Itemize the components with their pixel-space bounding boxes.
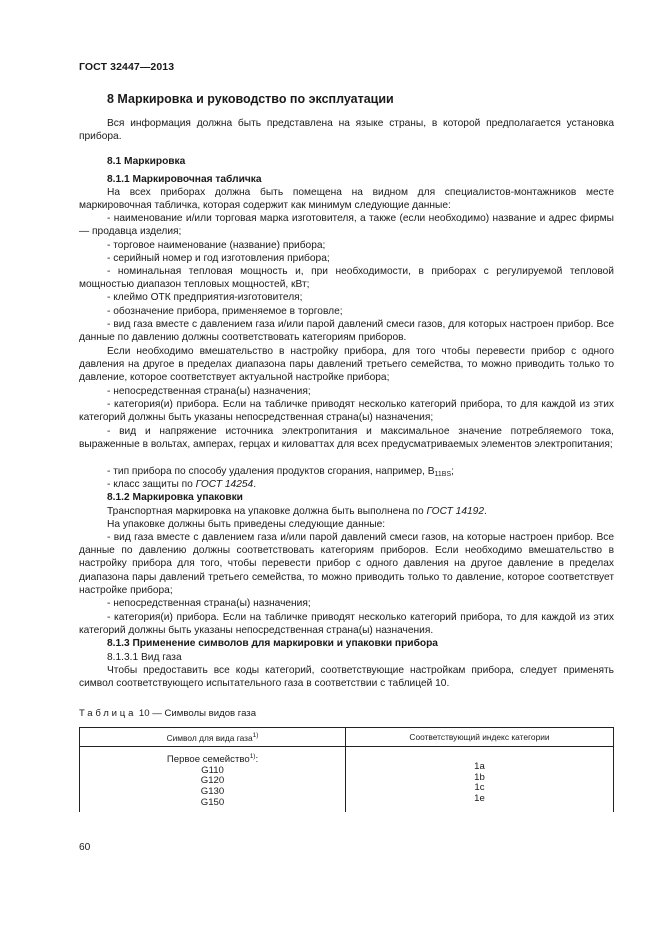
- list-item: - наименование и/или торговая марка изготовителя, а также (если необходимо) название и адрес фирмы — продавца изделия;: [79, 213, 614, 238]
- section-title: 8 Маркировка и руководство по эксплуатации: [107, 92, 394, 106]
- category-index: 1e: [474, 792, 485, 804]
- list-item: - номинальная тепловая мощность и, при необходимости, в приборах с регулируемой тепловой мощностью диапазон тепловых мощностей, кВт;: [79, 266, 614, 291]
- gas-symbols-table: [79, 727, 614, 812]
- list-item-protection-class: [79, 478, 614, 491]
- family-label: [167, 752, 258, 766]
- subscript: 11BS: [434, 471, 452, 478]
- table-caption-label: Таблица: [79, 708, 137, 719]
- list-item: - вид и напряжение источника электропитания и максимальное значение потребляемого тока, выраженные в вольтах, амперах, герцах и киловаттах для всех предусматриваемых элементов электропитания;: [79, 426, 614, 451]
- paragraph: Если необходимо вмешательство в настройку прибора, для того чтобы перевести прибор с одного давления на другое в пределах диапазона пары давлений третьего семейства, то можно приводить только то давление, которое соответствует актуальной настройке прибора;: [79, 346, 614, 384]
- subsection-8-1-3-1-title: 8.1.3.1 Вид газа: [107, 652, 182, 663]
- subsection-8-1-title: 8.1 Маркировка: [107, 156, 186, 167]
- page-number: 60: [79, 842, 91, 853]
- list-item: - вид газа вместе с давлением газа и/или парой давлений смеси газов, для которых настроен прибор. Все данные по давлению должны соответствовать категориям приборов.: [79, 319, 614, 344]
- gas-symbol: G110: [201, 764, 224, 776]
- list-item: - категория(и) прибора. Если на табличке приводят несколько категорий прибора, то для каждой из этих категорий должны быть указаны непосредственная страна(ы) назначения.: [79, 612, 614, 637]
- text: .: [483, 506, 487, 517]
- text: - класс защиты по: [107, 479, 196, 490]
- list-item: - обозначение прибора, применяемое в торговле;: [107, 306, 343, 317]
- paragraph: [79, 505, 614, 518]
- column-header-category-index: Соответствующий индекс категории: [346, 728, 614, 747]
- list-item: - вид газа вместе с давлением газа и/или парой давлений смеси газов, на которые настроен прибор. Все данные по давлению должны соответствовать категориям приборов. Если необходимо вмешательство в настройку прибора для того, чтобы перевести прибор с одного давления на другое давление в пределах диапазона пары давлений третьего семейства, то можно приводить только то давление, которое соответствует настройке прибора;: [79, 532, 614, 596]
- list-item: - категория(и) прибора. Если на табличке приводят несколько категорий прибора, то для каждой из этих категорий должны быть указаны непосредственная страна(ы) назначения;: [79, 399, 614, 424]
- column-header-symbol: [80, 728, 346, 747]
- header-text: Символ для вида газа: [166, 732, 253, 743]
- category-index: 1a: [474, 761, 485, 772]
- subsection-8-1-2-title: 8.1.2 Маркировка упаковки: [107, 492, 243, 503]
- gas-symbol: G130: [200, 785, 225, 797]
- standard-reference: ГОСТ 14254: [195, 479, 254, 490]
- index-cell: [346, 747, 614, 813]
- text: Транспортная маркировка на упаковке должна быть выполнена по: [107, 506, 427, 517]
- list-item: - клеймо ОТК предприятия-изготовителя;: [107, 292, 303, 303]
- intro-paragraph: Вся информация должна быть представлена на языке страны, в которой предполагается установка прибора.: [79, 118, 614, 143]
- table-caption-text: 10 — Символы видов газа: [136, 708, 257, 719]
- gas-symbol: G150: [200, 796, 225, 808]
- table-caption: [79, 708, 256, 719]
- text: ;: [451, 466, 454, 477]
- text: .: [253, 479, 257, 490]
- document-header: ГОСТ 32447—2013: [79, 61, 175, 73]
- paragraph: На всех приборах должна быть помещена на видном для специалистов-монтажников месте маркировочная табличка, которая содержит как минимум следующие данные:: [79, 187, 614, 212]
- subsection-8-1-1-title: 8.1.1 Маркировочная табличка: [107, 174, 262, 185]
- list-item: - торговое наименование (название) прибора;: [107, 240, 326, 251]
- subsection-8-1-3-title: 8.1.3 Применение символов для маркировки и упаковки прибора: [107, 638, 438, 649]
- paragraph: Чтобы предоставить все коды категорий, соответствующие настройкам прибора, следует применять символ соответствующего испытательного газа в соответствии с таблицей 10.: [79, 665, 614, 690]
- category-index: 1b: [474, 771, 485, 783]
- footnote-mark: 1): [249, 753, 256, 760]
- list-item: - непосредственная страна(ы) назначения;: [107, 598, 311, 609]
- text: - тип прибора по способу удаления продуктов сгорания, например, B: [107, 466, 435, 477]
- footnote-mark: 1): [252, 731, 259, 739]
- paragraph: На упаковке должны быть приведены следующие данные:: [107, 519, 386, 530]
- category-index: 1c: [474, 782, 485, 794]
- gas-symbol: G120: [200, 775, 225, 787]
- family-label-text: Первое семейство: [166, 754, 250, 766]
- colon: :: [255, 754, 259, 766]
- standard-reference: ГОСТ 14192: [426, 506, 484, 517]
- symbol-cell: [80, 747, 346, 813]
- list-item: - серийный номер и год изготовления прибора;: [107, 253, 330, 264]
- list-item: - непосредственная страна(ы) назначения;: [107, 386, 311, 397]
